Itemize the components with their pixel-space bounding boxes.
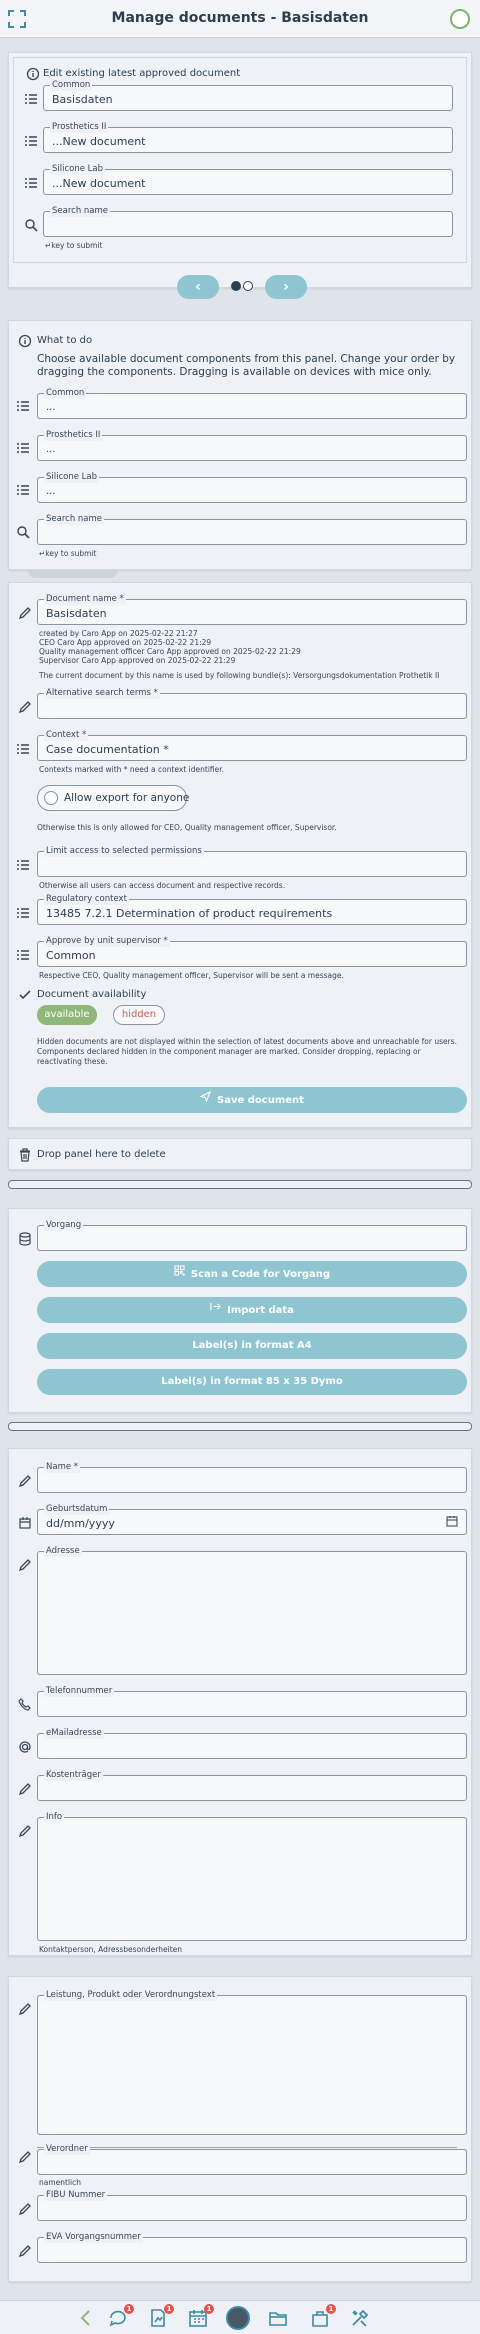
component-prosthetics-select[interactable]: [37, 430, 467, 461]
list-icon: [15, 857, 31, 873]
document-form-panel: [8, 582, 472, 1128]
page-dot-active[interactable]: [231, 281, 241, 291]
audit-line: created by Caro App on 2025-02-22 21:27: [39, 629, 198, 638]
scan-code-button[interactable]: [37, 1261, 467, 1287]
payer-input[interactable]: [37, 1770, 467, 1801]
edit-prosthetics-label: Prosthetics II: [52, 122, 107, 132]
regulatory-context-label: Regulatory context: [46, 894, 127, 904]
label-a4-button[interactable]: Label(s) in format A4: [37, 1333, 467, 1359]
context-hint: Contexts marked with * need a context identifier.: [39, 765, 225, 774]
qr-code-icon: [174, 1261, 185, 1287]
availability-heading: Document availability: [37, 989, 147, 1000]
calendar-icon: [17, 1515, 33, 1531]
alternative-search-input[interactable]: [37, 688, 467, 719]
at-sign-icon: [17, 1739, 33, 1755]
audit-line: Quality management officer Caro App approved on 2025-02-22 21:29: [39, 647, 301, 656]
list-icon: [15, 947, 31, 963]
list-icon: [15, 741, 31, 757]
pencil-icon: [17, 1557, 33, 1573]
component-search-input[interactable]: [37, 514, 467, 545]
pencil-icon: [17, 605, 33, 621]
list-icon: [23, 175, 39, 191]
documents-icon[interactable]: [148, 2305, 172, 2328]
component-search-label: Search name: [46, 514, 103, 524]
component-silicone-value: ...: [46, 486, 56, 497]
pencil-icon: [17, 2149, 33, 2165]
edit-search-label: Search name: [52, 206, 109, 216]
edit-existing-heading: Edit existing latest approved document: [43, 68, 241, 79]
database-icon: [17, 1231, 33, 1247]
email-label: eMailadresse: [46, 1728, 102, 1738]
service-panel: [8, 1976, 472, 2282]
eva-input[interactable]: [37, 2232, 467, 2263]
approve-supervisor-select[interactable]: [37, 936, 467, 967]
audit-line: CEO Caro App approved on 2025-02-22 21:29: [39, 638, 212, 647]
eva-label: EVA Vorgangsnummer: [46, 2232, 141, 2242]
info-hint: Kontaktperson, Adressbesonderheiten: [39, 1945, 183, 1954]
payer-label: Kostenträger: [46, 1770, 101, 1780]
service-textarea[interactable]: [37, 1990, 467, 2135]
prescriber-label: Verordner: [46, 2144, 88, 2154]
prescriber-hint: namentlich: [39, 2178, 82, 2187]
documents-badge: 1: [164, 2304, 174, 2314]
divider: [37, 2147, 457, 2148]
service-label: Leistung, Produkt oder Verordnungstext: [46, 1990, 216, 2000]
checkbox-icon: [44, 791, 58, 805]
address-textarea[interactable]: [37, 1546, 467, 1675]
phone-icon: [17, 1697, 33, 1713]
birthdate-label: Geburtsdatum: [46, 1504, 108, 1514]
edit-silicone-select[interactable]: [43, 164, 453, 195]
import-icon: [210, 1297, 221, 1323]
previous-button[interactable]: ‹: [177, 275, 219, 299]
context-select[interactable]: [37, 730, 467, 761]
limit-access-label: Limit access to selected permissions: [46, 846, 202, 856]
orders-icon[interactable]: [310, 2305, 334, 2328]
what-to-do-panel: [8, 320, 472, 570]
separator-bar: [8, 1180, 472, 1189]
regulatory-context-select[interactable]: [37, 894, 467, 925]
import-data-label: Import data: [227, 1305, 294, 1316]
messages-icon[interactable]: [108, 2305, 132, 2328]
label-dymo-button[interactable]: Label(s) in format 85 x 35 Dymo: [37, 1369, 467, 1395]
back-icon[interactable]: [76, 2308, 96, 2328]
list-icon: [15, 398, 31, 414]
bottom-navigation: [0, 2300, 480, 2334]
birthdate-placeholder: dd/mm/yyyy: [46, 1517, 115, 1530]
trash-icon: [17, 1147, 33, 1163]
page-dot[interactable]: [243, 281, 253, 291]
fibu-label: FIBU Nummer: [46, 2190, 106, 2200]
vorgang-panel: [8, 1208, 472, 1413]
top-bar: [0, 0, 480, 38]
regulatory-context-value: 13485 7.2.1 Determination of product requirements: [46, 907, 333, 920]
calendar-icon[interactable]: [188, 2305, 212, 2328]
context-value: Case documentation *: [46, 743, 169, 756]
hidden-option[interactable]: hidden: [113, 1005, 165, 1025]
search-icon: [15, 524, 31, 540]
approve-hint: Respective CEO, Quality management officer, Supervisor will be sent a message.: [39, 971, 344, 980]
pencil-icon: [17, 1823, 33, 1839]
edit-silicone-value: ...New document: [52, 177, 146, 190]
email-input[interactable]: [37, 1728, 467, 1759]
pencil-icon: [17, 699, 33, 715]
edit-common-select[interactable]: [43, 80, 453, 111]
birthdate-input[interactable]: [37, 1504, 467, 1535]
edit-common-label: Common: [52, 80, 91, 90]
separator-bar: [8, 1422, 472, 1431]
document-name-label: Document name *: [46, 594, 124, 604]
pencil-icon: [17, 2243, 33, 2259]
edit-search-input[interactable]: [43, 206, 453, 237]
approve-supervisor-value: Common: [46, 949, 96, 962]
page-title: Manage documents - Basisdaten: [111, 10, 369, 26]
component-silicone-select[interactable]: [37, 472, 467, 503]
info-label: Info: [46, 1812, 63, 1822]
context-label: Context *: [46, 730, 87, 740]
pencil-icon: [17, 1473, 33, 1489]
vorgang-label: Vorgang: [46, 1220, 82, 1230]
allow-export-label: Allow export for anyone: [64, 792, 190, 804]
vorgang-input[interactable]: [37, 1220, 467, 1251]
limit-access-select[interactable]: [37, 846, 467, 877]
user-avatar[interactable]: [226, 2306, 250, 2330]
list-icon: [15, 440, 31, 456]
status-indicator-icon[interactable]: [450, 9, 470, 29]
audit-line: Supervisor Caro App approved on 2025-02-22 21:29: [39, 656, 236, 665]
available-option[interactable]: available: [37, 1005, 97, 1025]
save-document-button[interactable]: [37, 1087, 467, 1113]
edit-common-value: Basisdaten: [52, 93, 113, 106]
pencil-icon: [17, 2201, 33, 2217]
phone-label: Telefonnummer: [46, 1686, 113, 1696]
bundle-note: The current document by this name is used by following bundle(s): Versorgungsdokumentation Prothetik II: [39, 671, 440, 680]
approve-supervisor-label: Approve by unit supervisor *: [46, 936, 168, 946]
folder-icon[interactable]: [268, 2308, 288, 2328]
pencil-icon: [17, 1781, 33, 1797]
limit-hint: Otherwise all users can access document and respective records.: [39, 881, 286, 890]
messages-badge: 1: [124, 2304, 134, 2314]
export-hint: Otherwise this is only allowed for CEO, Quality management officer, Supervisor.: [37, 823, 337, 832]
document-name-value: Basisdaten: [46, 607, 107, 620]
save-document-label: Save document: [217, 1095, 304, 1106]
next-button[interactable]: ›: [265, 275, 307, 299]
alternative-search-label: Alternative search terms *: [46, 688, 158, 698]
component-common-label: Common: [46, 388, 85, 398]
what-to-do-heading: What to do: [37, 335, 93, 346]
info-textarea[interactable]: [37, 1812, 467, 1941]
component-silicone-label: Silicone Lab: [46, 472, 98, 482]
tools-icon[interactable]: [350, 2308, 370, 2328]
component-common-select[interactable]: [37, 388, 467, 419]
edit-prosthetics-value: ...New document: [52, 135, 146, 148]
orders-badge: 1: [326, 2304, 336, 2314]
check-icon: [17, 987, 33, 1003]
name-input[interactable]: [37, 1462, 467, 1493]
list-icon: [23, 133, 39, 149]
phone-input[interactable]: [37, 1686, 467, 1717]
document-name-input[interactable]: [37, 594, 467, 625]
component-common-value: ...: [46, 402, 56, 413]
address-label: Adresse: [46, 1546, 80, 1556]
info-icon: [17, 333, 33, 349]
search-icon: [23, 217, 39, 233]
drop-delete-panel[interactable]: [8, 1138, 472, 1170]
patient-panel: [8, 1448, 472, 1956]
import-data-button[interactable]: [37, 1297, 467, 1323]
date-picker-icon[interactable]: [446, 1515, 458, 1530]
edit-prosthetics-select[interactable]: [43, 122, 453, 153]
list-icon: [23, 91, 39, 107]
send-icon: [200, 1087, 211, 1113]
info-icon: [25, 66, 41, 82]
component-search-hint: ↵key to submit: [39, 549, 97, 558]
prescriber-input[interactable]: [37, 2144, 467, 2175]
fibu-input[interactable]: [37, 2190, 467, 2221]
list-icon: [15, 905, 31, 921]
name-label: Name *: [46, 1462, 79, 1472]
calendar-badge: 1: [204, 2304, 214, 2314]
search-submit-hint: ↵key to submit: [45, 241, 103, 250]
what-to-do-description: Choose available document components from this panel. Change your order by dragging the components. Dragging is available on devices with mice only.: [37, 353, 456, 378]
component-prosthetics-value: ...: [46, 444, 56, 455]
pencil-icon: [17, 2001, 33, 2017]
edit-silicone-label: Silicone Lab: [52, 164, 104, 174]
drag-handle[interactable]: [28, 570, 118, 578]
availability-note: Hidden documents are not displayed within the selection of latest documents above and unreachable for users. Components declared hidden in the component manager are marked. Consider dropping, replacing or reactivating these.: [37, 1037, 458, 1066]
scan-code-label: Scan a Code for Vorgang: [190, 1269, 331, 1280]
allow-export-toggle[interactable]: [37, 785, 190, 811]
list-icon: [15, 482, 31, 498]
component-prosthetics-label: Prosthetics II: [46, 430, 101, 440]
drop-delete-label: Drop panel here to delete: [37, 1149, 166, 1160]
edit-existing-panel: [8, 52, 472, 295]
